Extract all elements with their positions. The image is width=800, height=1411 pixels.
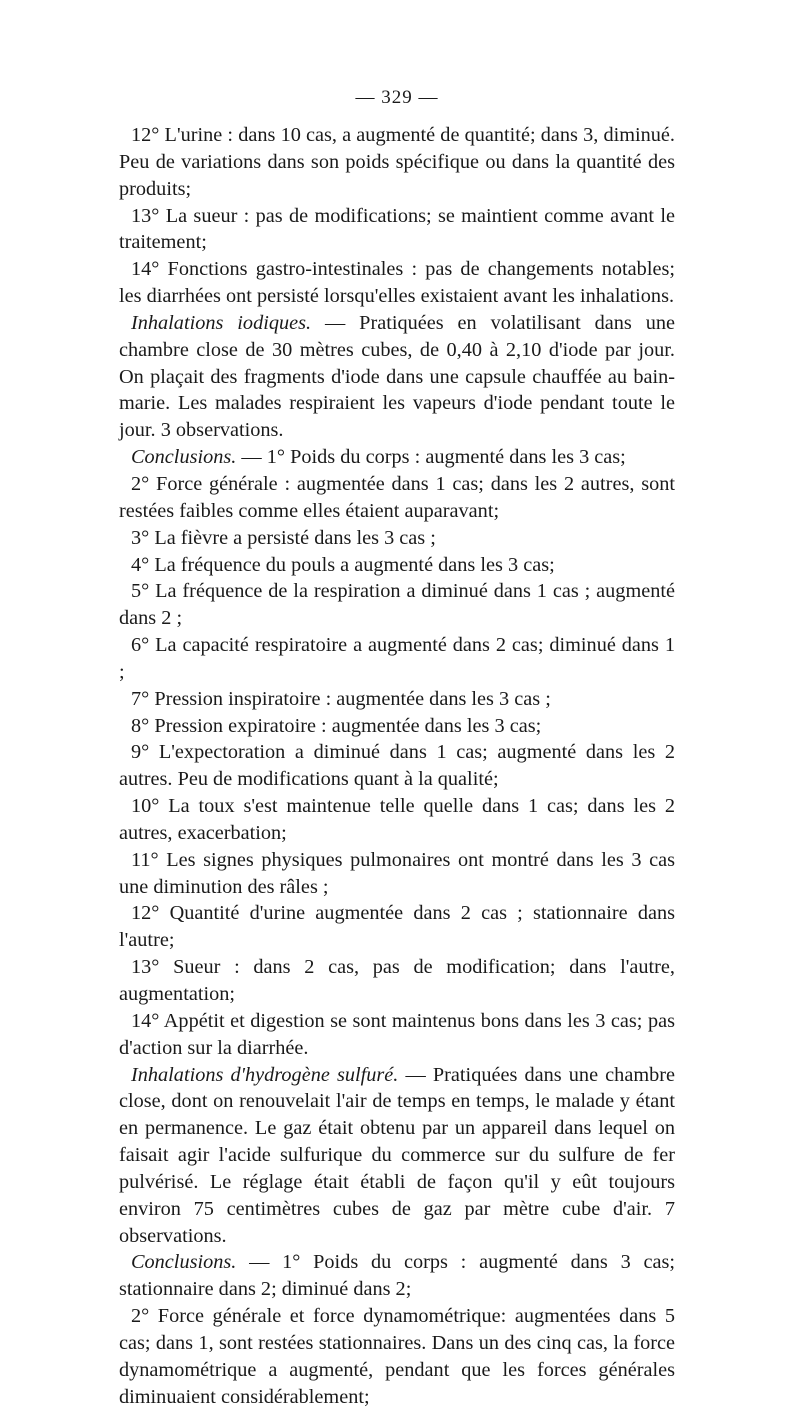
paragraph-sueur bbox=[119, 203, 675, 257]
paragraph-text: 12° Quantité d'urine augmentée dans 2 cas ; stationnaire dans l'autre; bbox=[119, 902, 675, 952]
paragraph-signes bbox=[119, 847, 675, 901]
paragraph-text: 5° La fréquence de la respiration a diminué dans 1 cas ; augmenté dans 2 ; bbox=[119, 580, 675, 630]
paragraph-pression-expiratoire bbox=[119, 713, 675, 740]
paragraph-quantite-urine bbox=[119, 900, 675, 954]
paragraph-force-dynamometrique bbox=[119, 1303, 675, 1410]
paragraph-text: 12° L'urine : dans 10 cas, a augmenté de quantité; dans 3, diminué. Peu de variations dans son poids spécifique ou dans la quantité des produits; bbox=[119, 124, 675, 200]
paragraph-text: 13° La sueur : pas de modifications; se maintient comme avant le traitement; bbox=[119, 204, 675, 254]
paragraph-conclusions-hydrogene bbox=[119, 1249, 675, 1303]
paragraph-text: 4° La fréquence du pouls a augmenté dans les 3 cas; bbox=[131, 553, 555, 576]
paragraph-force bbox=[119, 471, 675, 525]
paragraph-capacite bbox=[119, 632, 675, 686]
paragraph-conclusions-iode bbox=[119, 444, 675, 471]
paragraph-text: 14° Fonctions gastro-intestinales : pas de changements notables; les diarrhées ont persisté lorsqu'elles existaient avant les inhalations. bbox=[119, 258, 675, 308]
paragraph-text: 11° Les signes physiques pulmonaires ont montré dans les 3 cas une diminution des râles ; bbox=[119, 848, 675, 898]
paragraph-pression-inspiratoire bbox=[119, 686, 675, 713]
paragraph-urine bbox=[119, 122, 675, 203]
paragraph-fievre bbox=[119, 525, 675, 552]
paragraph-text: 13° Sueur : dans 2 cas, pas de modification; dans l'autre, augmentation; bbox=[119, 956, 675, 1005]
paragraph-appetit bbox=[119, 1008, 675, 1062]
paragraph-text: 9° L'expectoration a diminué dans 1 cas; augmenté dans les 2 autres. Peu de modifications quant à la qualité; bbox=[119, 741, 675, 791]
paragraph-text: 10° La toux s'est maintenue telle quelle dans 1 cas; dans les 2 autres, exacerbation; bbox=[119, 795, 675, 844]
paragraph-text: 7° Pression inspiratoire : augmentée dans les 3 cas ; bbox=[131, 687, 551, 710]
page-number: — 329 — bbox=[355, 87, 439, 108]
paragraph-pouls bbox=[119, 552, 675, 579]
paragraph-text: — Pratiquées dans une chambre close, dont on renouvelait l'air de temps en temps, le malade y étant en permanence. Le gaz était obtenu par un appareil dans lequel on faisait agir l'acide sulfurique du commerce sur du sulfure de fer pulvérisé. Le réglage était établi de façon qu'il y eût toujours environ 75 centimètres cubes de gaz par mètre cube d'air. 7 observations. bbox=[119, 1063, 675, 1247]
paragraph-inhalations-iodiques bbox=[119, 310, 675, 444]
paragraph-text: — Pratiquées en volatilisant dans une chambre close de 30 mètres cubes, de 0,40 à 2,10 d'iode par jour. On plaçait des fragments d'iode dans une capsule chauffée au bain-marie. Les malades respiraient les vapeurs d'iode pendant toute le jour. 3 observations. bbox=[119, 311, 675, 442]
paragraph-expectoration bbox=[119, 739, 675, 793]
paragraph-inhalations-hydrogene bbox=[119, 1062, 675, 1250]
paragraph-text: 2° Force générale : augmentée dans 1 cas; dans les 2 autres, sont restées faibles comme elles étaient auparavant; bbox=[119, 472, 675, 522]
paragraph-fonctions bbox=[119, 256, 675, 310]
paragraph-lead: Inhalations d'hydrogène sulfuré. bbox=[131, 1063, 399, 1086]
paragraph-toux bbox=[119, 793, 675, 847]
body-text bbox=[119, 122, 675, 1411]
paragraph-lead: Conclusions. bbox=[131, 1251, 237, 1274]
paragraph-text: 2° Force générale et force dynamométrique: augmentées dans 5 cas; dans 1, sont restées stationnaires. Dans un des cinq cas, la force dynamométrique a augmenté, pendant que les forces générales diminuaient considérablement; bbox=[119, 1305, 675, 1408]
paragraph-sueur-2 bbox=[119, 954, 675, 1008]
paragraph-text: 3° La fièvre a persisté dans les 3 cas ; bbox=[131, 526, 436, 549]
document-page bbox=[119, 83, 675, 1411]
paragraph-lead: Conclusions. bbox=[131, 446, 237, 469]
paragraph-text: — 1° Poids du corps : augmenté dans 3 cas; stationnaire dans 2; diminué dans 2; bbox=[119, 1251, 675, 1301]
paragraph-text: 14° Appétit et digestion se sont maintenus bons dans les 3 cas; pas d'action sur la diarrhée. bbox=[119, 1009, 675, 1059]
paragraph-text: — 1° Poids du corps : augmenté dans les 3 cas; bbox=[236, 446, 626, 469]
paragraph-respiration bbox=[119, 578, 675, 632]
paragraph-lead: Inhalations iodiques. bbox=[131, 311, 312, 334]
paragraph-text: 6° La capacité respiratoire a augmenté dans 2 cas; diminué dans 1 ; bbox=[119, 634, 675, 683]
paragraph-text: 8° Pression expiratoire : augmentée dans les 3 cas; bbox=[131, 714, 542, 737]
